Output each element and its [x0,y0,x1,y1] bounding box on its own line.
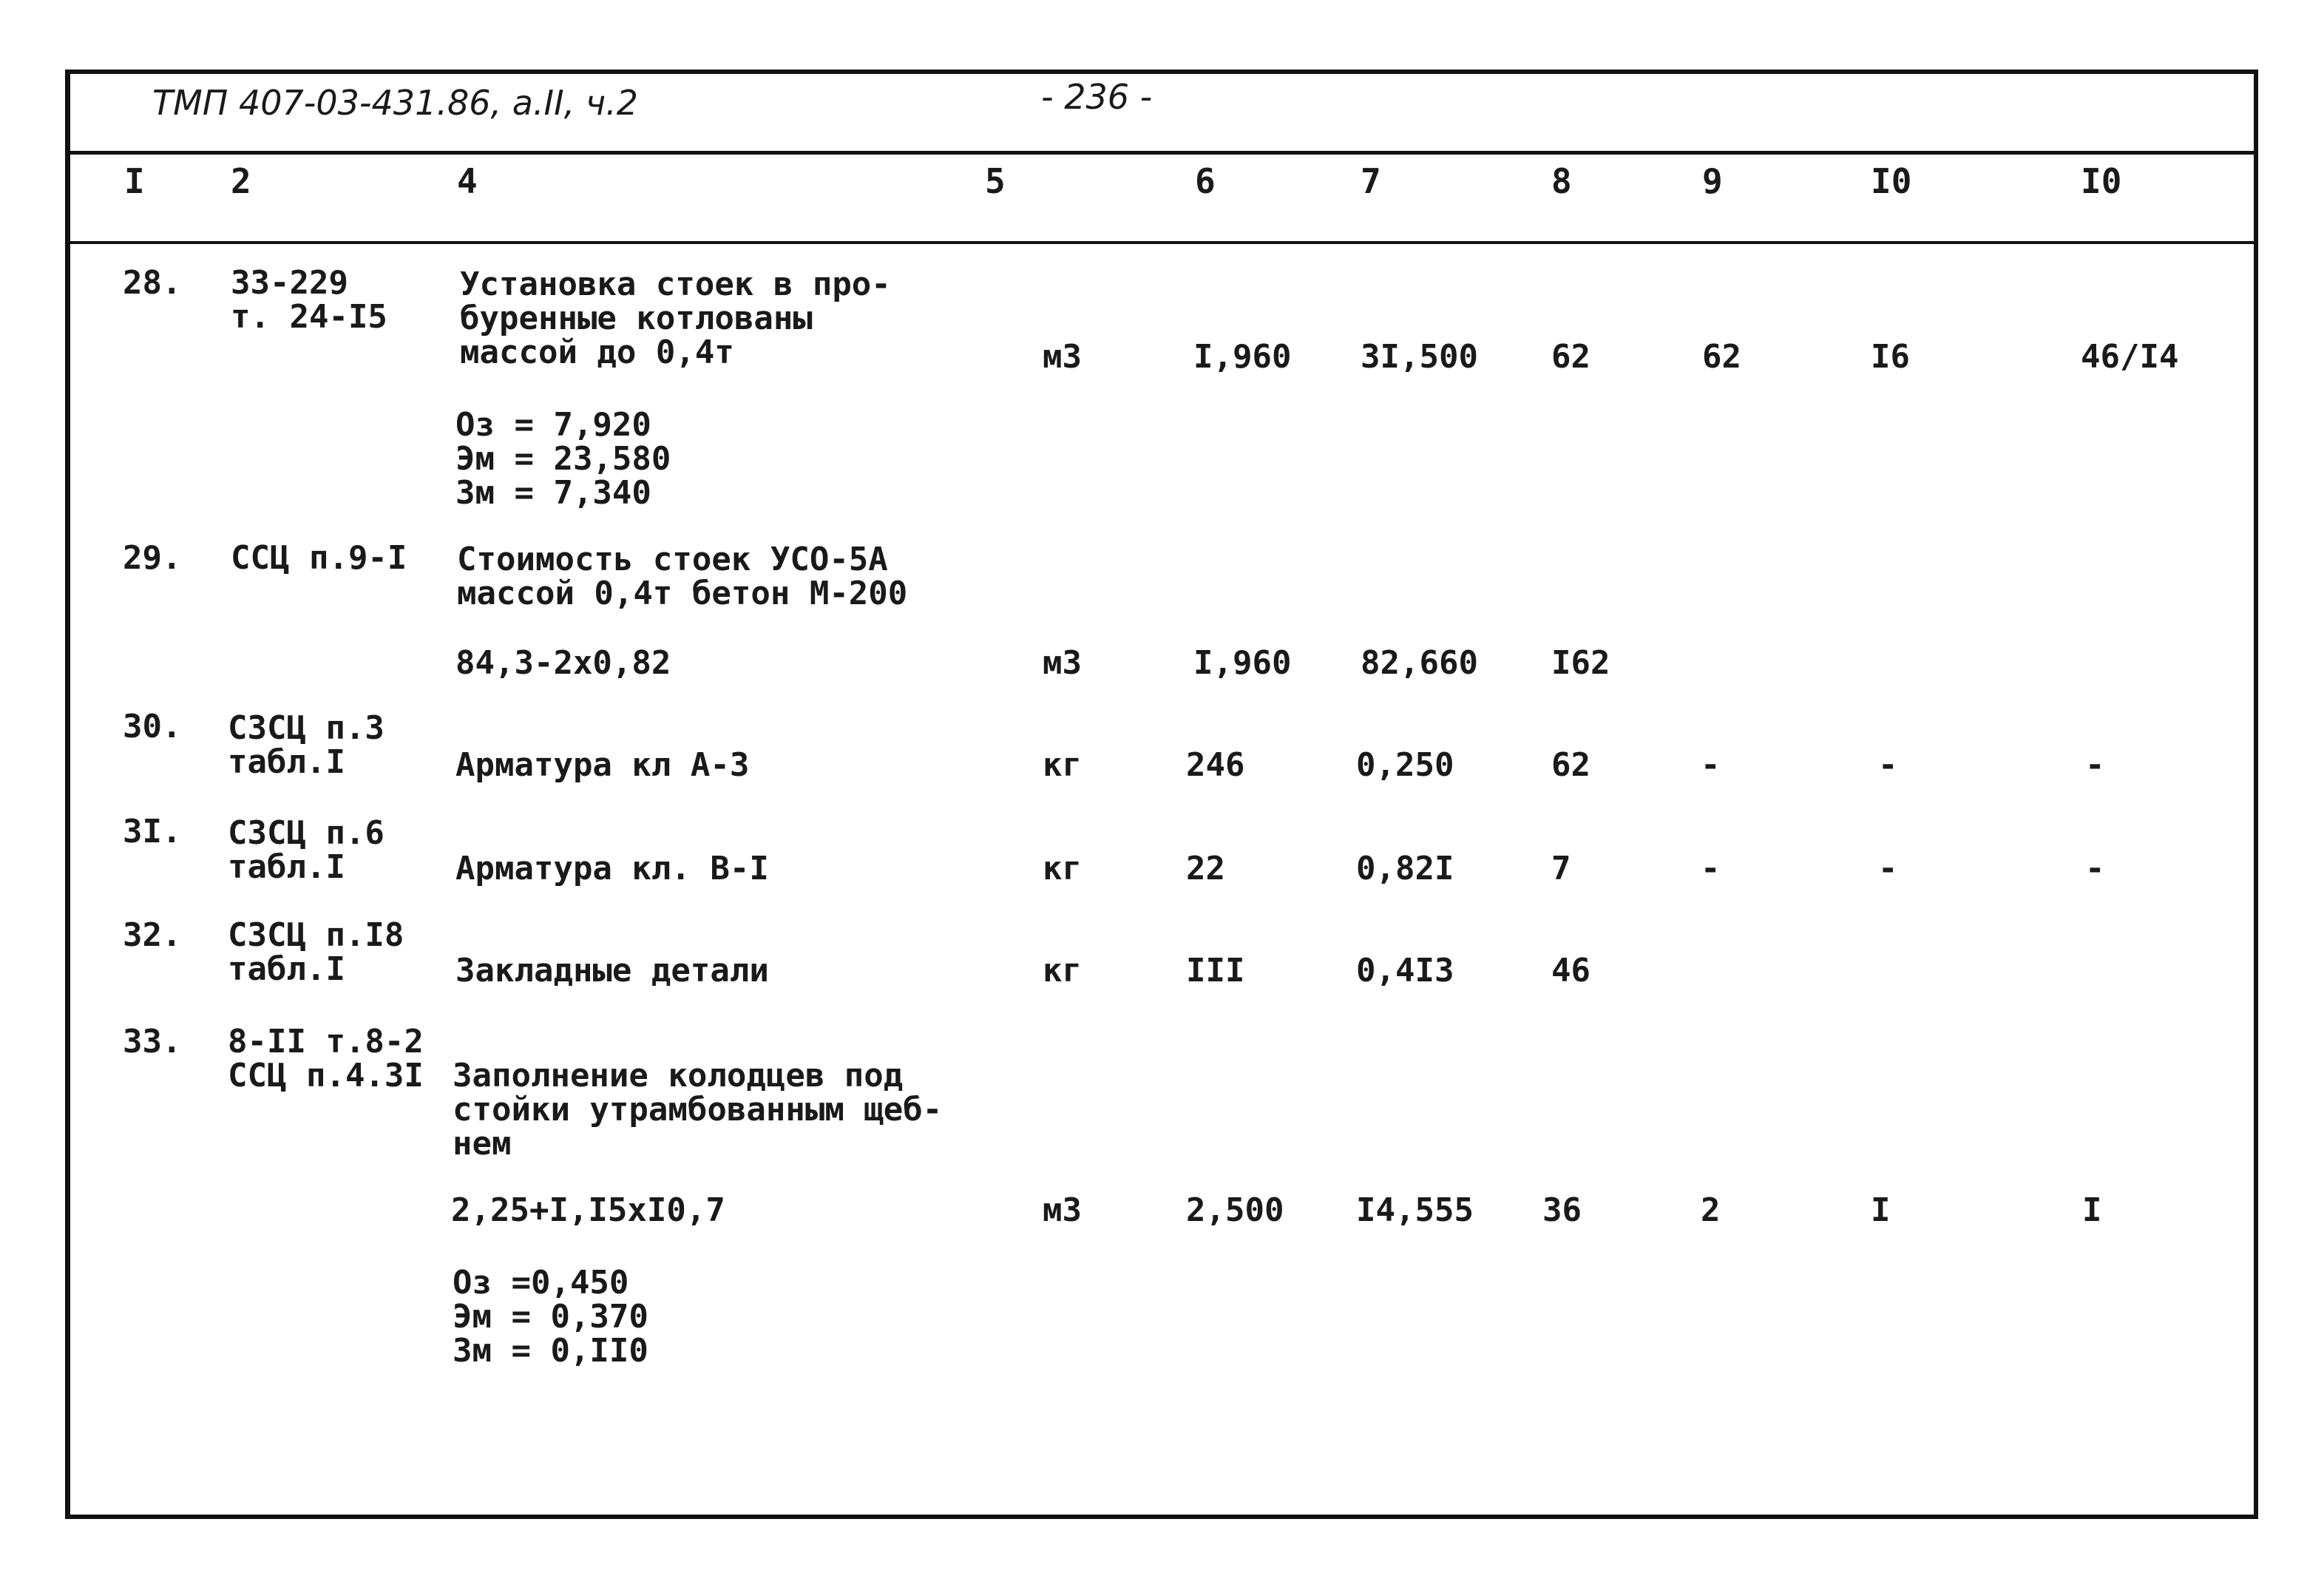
total-cost: 36 [1542,1191,1582,1229]
quantity: 246 [1186,746,1245,784]
unit-price: 82,660 [1361,644,1478,682]
work-description: Стоимость стоек УСО-5А массой 0,4т бетон М-200 [457,541,908,612]
work-description: Установка стоек в про- буренные котлованы массой до 0,4т [460,265,891,371]
column-10b-value: - [2085,850,2105,887]
unit-price: 0,250 [1356,746,1454,784]
unit: м3 [1043,644,1082,682]
column-10a-value: I [1871,1191,1891,1229]
column-10a-value: I6 [1871,338,1910,376]
row-number: 33. [123,1023,182,1060]
column-9-value: - [1701,746,1721,784]
quantity: 2,500 [1186,1191,1284,1229]
norm-code: СЗСЦ п.I8 табл.I [228,916,404,988]
row-number: 32. [123,916,182,954]
column-10b-value: 46/I4 [2081,338,2179,376]
norm-code: 8-II т.8-2 ССЦ п.4.3I [228,1023,424,1095]
quantity: I,960 [1193,338,1292,376]
norm-code: СЗСЦ п.6 табл.I [228,814,384,886]
document-code: ТМП 407-03-431.86, а.II, ч.2 [152,83,638,123]
unit-price: I4,555 [1356,1191,1474,1229]
column-header-7: 7 [1361,161,1381,201]
work-formula: 84,3-2х0,82 [455,644,671,682]
work-description: Заполнение колодцев под стойки утрамбованным щеб- нем [453,1057,943,1163]
unit-price: 3I,500 [1361,338,1478,376]
norm-code: 33-229 т. 24-I5 [231,264,387,336]
column-header-10a: I0 [1871,161,1912,201]
column-10b-value: I [2082,1191,2102,1229]
column-9-value: - [1701,850,1721,887]
column-header-9: 9 [1702,161,1723,201]
unit: м3 [1043,338,1082,376]
column-header-2: 2 [231,161,251,201]
page-number: - 236 - [1041,77,1153,117]
column-header-6: 6 [1195,161,1216,201]
column-9-value: 62 [1702,338,1741,376]
column-header-8: 8 [1551,161,1572,201]
column-9-value: 2 [1701,1191,1721,1229]
work-description: Закладные детали [455,952,769,989]
row-number: 3I. [123,813,182,850]
work-description: Арматура кл А-3 [455,746,750,784]
row-number: 29. [123,539,182,577]
unit-price: 0,4I3 [1356,952,1454,989]
document-sheet [65,70,2258,1519]
row-number: 30. [123,708,182,745]
work-description: Арматура кл. В-I [455,850,769,887]
row-number: 28. [123,264,182,302]
work-formula-components: Оз =0,450 Эм = 0,370 Зм = 0,II0 [453,1264,648,1370]
total-cost: 62 [1551,338,1590,376]
column-10b-value: - [2085,746,2105,784]
total-cost: 46 [1551,952,1590,989]
work-formula: Оз = 7,920 Эм = 23,580 Зм = 7,340 [455,406,671,512]
column-header-1: I [124,161,145,201]
unit: кг [1043,746,1082,784]
norm-code: ССЦ п.9-I [231,539,407,577]
total-cost: I62 [1551,644,1610,682]
column-10a-value: - [1878,850,1898,887]
quantity: 22 [1186,850,1225,887]
total-cost: 7 [1551,850,1571,887]
column-header-10b: I0 [2081,161,2122,201]
unit: кг [1043,952,1082,989]
unit-price: 0,82I [1356,850,1454,887]
header-rule [70,151,2254,155]
column-header-5: 5 [985,161,1006,201]
quantity: I,960 [1193,644,1292,682]
column-header-rule [70,241,2254,244]
quantity: III [1186,952,1245,989]
unit: кг [1043,850,1082,887]
unit: м3 [1043,1191,1082,1229]
total-cost: 62 [1551,746,1590,784]
work-formula: 2,25+I,I5хI0,7 [451,1191,725,1229]
column-header-4: 4 [457,161,478,201]
norm-code: СЗСЦ п.3 табл.I [228,709,384,781]
column-10a-value: - [1878,746,1898,784]
